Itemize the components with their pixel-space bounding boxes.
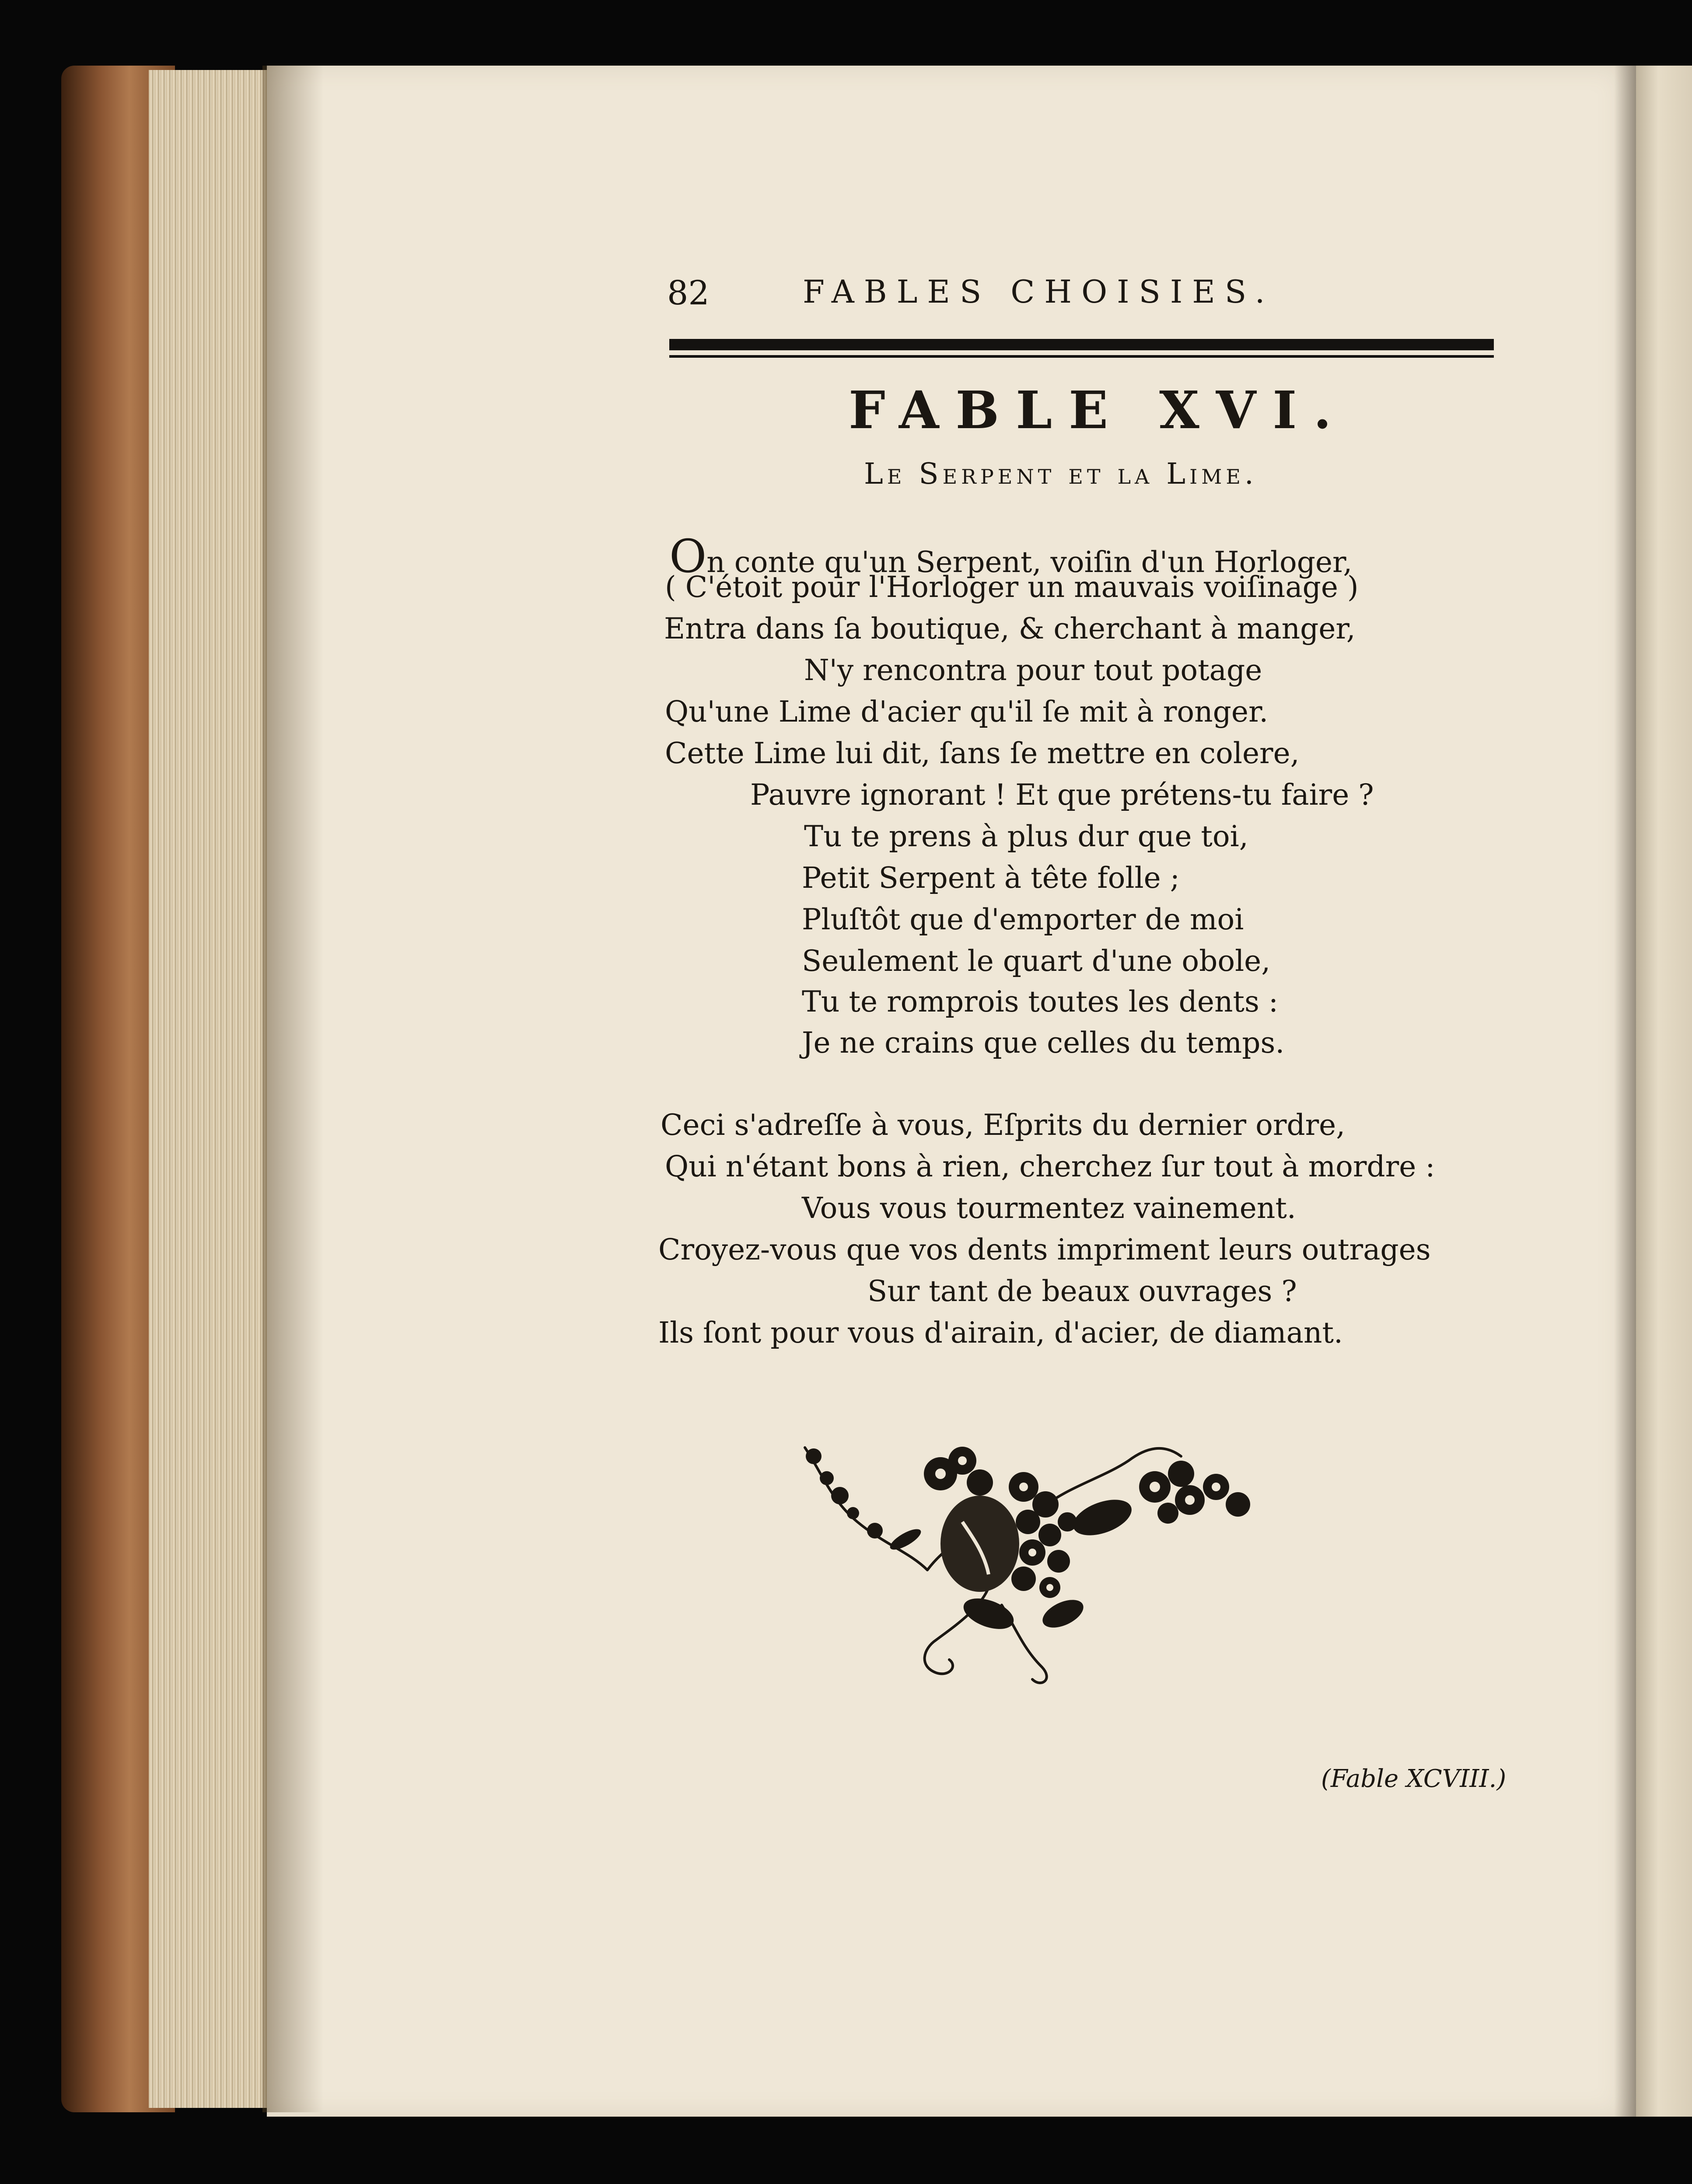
gutter-shadow bbox=[262, 66, 324, 2112]
verse-line: Tu te prens à plus dur que toi, bbox=[804, 820, 1248, 853]
header-rule-thin bbox=[669, 355, 1494, 358]
verse-line: Ils ſont pour vous d'airain, d'acier, de diamant. bbox=[658, 1316, 1343, 1350]
verse-line: Je ne crains que celles du temps. bbox=[802, 1026, 1285, 1060]
verse-line: Croyez-vous que vos dents impriment leurs outrages bbox=[658, 1233, 1431, 1266]
next-page-edge bbox=[1636, 66, 1692, 2117]
drop-initial: O bbox=[669, 530, 707, 583]
verse-line: Cette Lime lui dit, ſans ſe mettre en colere, bbox=[665, 736, 1300, 770]
verse-line: Tu te romprois toutes les dents : bbox=[802, 985, 1279, 1019]
verse-line: N'y rencontra pour tout potage bbox=[804, 653, 1262, 687]
verse-line: Petit Serpent à tête folle ; bbox=[802, 861, 1180, 895]
book-page bbox=[267, 66, 1636, 2117]
verse-line: Vous vous tourmentez vainement. bbox=[802, 1191, 1296, 1225]
verse-line: Seulement le quart d'une obole, bbox=[802, 944, 1271, 978]
fable-number: FABLE XVI. bbox=[849, 380, 1348, 440]
verse-line: Sur tant de beaux ouvrages ? bbox=[867, 1274, 1297, 1308]
verse-line: Qui n'étant bons à rien, cherchez ſur tout à mordre : bbox=[665, 1150, 1435, 1183]
verse-line: Qu'une Lime d'acier qu'il ſe mit à ronger. bbox=[665, 695, 1269, 729]
verse-line: Entra dans ſa boutique, & cherchant à manger, bbox=[664, 612, 1356, 645]
verse-line-rest: n conte qu'un Serpent, voiſin d'un Horloger, bbox=[706, 545, 1353, 579]
header-rule-thick bbox=[669, 339, 1494, 350]
fable-title: Le Serpent et la Lime. bbox=[864, 457, 1258, 491]
verse-line: Pluſtôt que d'emporter de moi bbox=[802, 903, 1244, 936]
catchword: (Fable XCVIII.) bbox=[1321, 1765, 1507, 1793]
verse-line: Pauvre ignorant ! Et que prétens-tu faire ? bbox=[750, 778, 1374, 812]
verse-line: Ceci s'adreſſe à vous, Eſprits du dernier ordre, bbox=[661, 1108, 1346, 1142]
page-number: 82 bbox=[667, 273, 710, 312]
running-title: FABLES CHOISIES. bbox=[803, 273, 1275, 310]
verse-line: ( C'étoit pour l'Horloger un mauvais voiſinage ) bbox=[665, 570, 1359, 604]
floral-vignette-ornament bbox=[796, 1421, 1269, 1688]
